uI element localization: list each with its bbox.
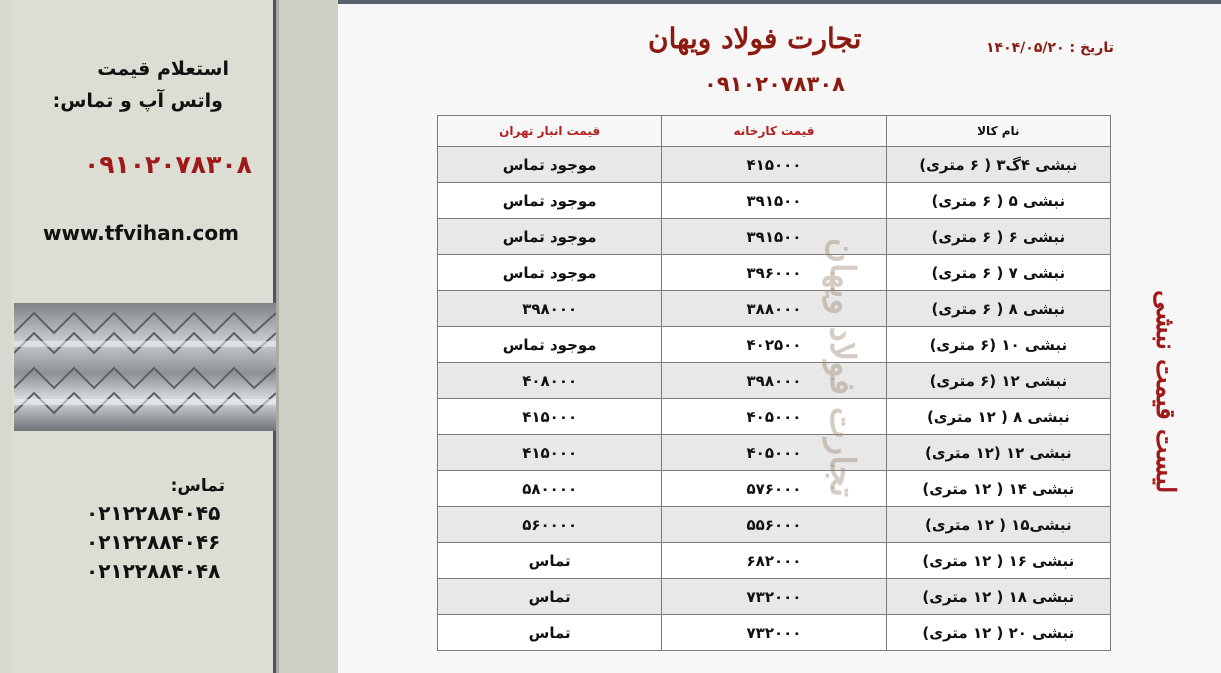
product-name-cell: نبشی ۲۰ ( ۱۲ متری)	[886, 615, 1110, 651]
price-date: تاریخ : ۱۴۰۴/۰۵/۲۰	[986, 40, 1114, 56]
product-name-cell: نبشی ۷ ( ۶ متری)	[886, 255, 1110, 291]
warehouse-price-cell: ۵۶۰۰۰۰	[438, 507, 662, 543]
product-name-cell: نبشی ۵ ( ۶ متری)	[886, 183, 1110, 219]
product-name-cell: نبشی ۱۸ ( ۱۲ متری)	[886, 579, 1110, 615]
inquiry-title: استعلام قیمت	[97, 58, 229, 80]
factory-price-cell: ۳۹۶۰۰۰	[662, 255, 886, 291]
factory-price-cell: ۳۹۸۰۰۰	[662, 363, 886, 399]
product-name-cell: نبشی ۱۴ ( ۱۲ متری)	[886, 471, 1110, 507]
table-row	[438, 435, 1111, 471]
factory-price-cell: ۴۱۵۰۰۰	[662, 147, 886, 183]
col-header-name: نام کالا	[886, 116, 1110, 147]
website-link[interactable]: www.tfvihan.com	[43, 221, 239, 245]
product-name-cell: نبشی ۱۲ (۱۲ متری)	[886, 435, 1110, 471]
factory-price-cell: ۷۳۲۰۰۰	[662, 615, 886, 651]
table-row	[438, 219, 1111, 255]
col-header-factory-price: قیمت کارخانه	[662, 116, 886, 147]
product-name-cell: نبشی ۶ ( ۶ متری)	[886, 219, 1110, 255]
factory-price-cell: ۳۹۱۵۰۰	[662, 183, 886, 219]
table-row	[438, 543, 1111, 579]
warehouse-price-cell: ۳۹۸۰۰۰	[438, 291, 662, 327]
factory-price-cell: ۳۸۸۰۰۰	[662, 291, 886, 327]
product-name-cell: نبشی ۸ ( ۱۲ متری)	[886, 399, 1110, 435]
warehouse-price-cell: موجود تماس	[438, 147, 662, 183]
header-phone[interactable]: ۰۹۱۰۲۰۷۸۳۰۸	[704, 72, 845, 96]
table-row	[438, 363, 1111, 399]
table-row	[438, 327, 1111, 363]
product-name-cell: نبشی۱۵ ( ۱۲ متری)	[886, 507, 1110, 543]
factory-price-cell: ۴۰۵۰۰۰	[662, 399, 886, 435]
price-list-label: لیست قیمت نبشی	[1150, 290, 1180, 494]
warehouse-price-cell: ۴۱۵۰۰۰	[438, 399, 662, 435]
warehouse-price-cell: تماس	[438, 615, 662, 651]
warehouse-price-cell: موجود تماس	[438, 327, 662, 363]
factory-price-cell: ۷۳۲۰۰۰	[662, 579, 886, 615]
col-header-warehouse-price: قیمت انبار تهران	[438, 116, 662, 147]
contact-phone-3[interactable]: ۰۲۱۲۲۸۸۴۰۴۸	[86, 559, 221, 583]
table-row	[438, 471, 1111, 507]
whatsapp-phone-number[interactable]: ۰۹۱۰۲۰۷۸۳۰۸	[84, 150, 252, 179]
contact-phone-1[interactable]: ۰۲۱۲۲۸۸۴۰۴۵	[86, 501, 221, 525]
warehouse-price-cell: ۴۱۵۰۰۰	[438, 435, 662, 471]
table-row	[438, 147, 1111, 183]
factory-price-cell: ۵۷۶۰۰۰	[662, 471, 886, 507]
company-title: تجارت فولاد ویهان	[648, 22, 862, 55]
watermark: تجارت فولاد ویهان	[822, 238, 862, 498]
whatsapp-call-label: واتس آپ و تماس:	[52, 90, 223, 112]
sidebar-edge	[0, 0, 12, 673]
divider-line	[276, 0, 279, 673]
table-row	[438, 291, 1111, 327]
factory-price-cell: ۵۵۶۰۰۰	[662, 507, 886, 543]
divider-column	[276, 0, 338, 673]
table-header-row	[438, 116, 1111, 147]
table-row	[438, 183, 1111, 219]
warehouse-price-cell: تماس	[438, 543, 662, 579]
table-row	[438, 255, 1111, 291]
product-name-cell: نبشی ۸ ( ۶ متری)	[886, 291, 1110, 327]
table-row	[438, 399, 1111, 435]
steel-angle-photo	[14, 303, 276, 431]
price-table	[437, 115, 1111, 651]
contact-phone-2[interactable]: ۰۲۱۲۲۸۸۴۰۴۶	[86, 530, 221, 554]
warehouse-price-cell: تماس	[438, 579, 662, 615]
warehouse-price-cell: ۴۰۸۰۰۰	[438, 363, 662, 399]
product-name-cell: نبشی ۱۰ (۶ متری)	[886, 327, 1110, 363]
contact-sidebar	[0, 0, 276, 673]
factory-price-cell: ۳۹۱۵۰۰	[662, 219, 886, 255]
contact-label: تماس:	[170, 476, 225, 496]
warehouse-price-cell: موجود تماس	[438, 219, 662, 255]
table-row	[438, 615, 1111, 651]
product-name-cell: نبشی ۱۶ ( ۱۲ متری)	[886, 543, 1110, 579]
table-row	[438, 507, 1111, 543]
warehouse-price-cell: ۵۸۰۰۰۰	[438, 471, 662, 507]
product-name-cell: نبشی ۱۲ (۶ متری)	[886, 363, 1110, 399]
product-name-cell: نبشی ۴گ۳ ( ۶ متری)	[886, 147, 1110, 183]
warehouse-price-cell: موجود تماس	[438, 255, 662, 291]
factory-price-cell: ۴۰۲۵۰۰	[662, 327, 886, 363]
factory-price-cell: ۴۰۵۰۰۰	[662, 435, 886, 471]
warehouse-price-cell: موجود تماس	[438, 183, 662, 219]
factory-price-cell: ۶۸۲۰۰۰	[662, 543, 886, 579]
steel-angles-illustration	[14, 303, 276, 431]
table-row	[438, 579, 1111, 615]
